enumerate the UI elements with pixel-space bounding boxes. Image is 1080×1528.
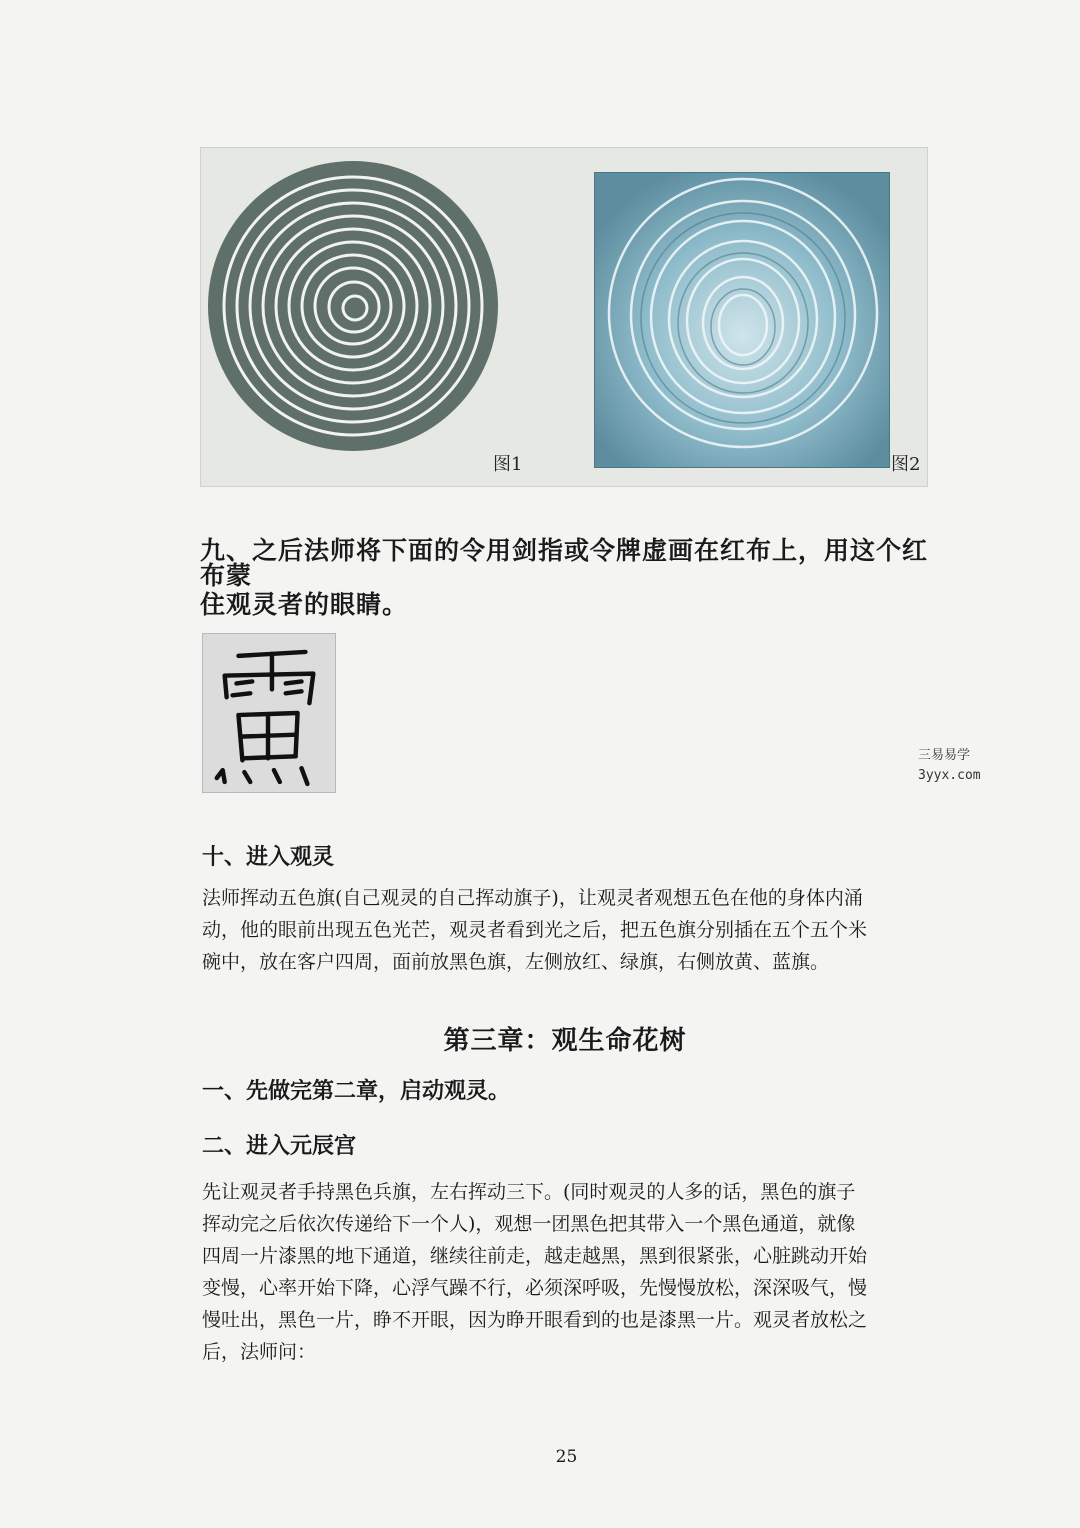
- paragraph-line: 后，法师问：: [202, 1341, 317, 1363]
- chapter-title: 第三章：观生命花树: [443, 1026, 687, 1056]
- paragraph-line: 挥动完之后依次传递给下一个人)，观想一团黑色把其带入一个黑色通道，就像: [202, 1213, 856, 1235]
- watermark-line-2: 3yyx.com: [918, 768, 981, 783]
- chapter-3-step-2-title: 二、进入元辰宫: [202, 1133, 357, 1159]
- figure-1-caption: 图1: [493, 454, 523, 475]
- item-9-line-2: 住观灵者的眼睛。: [200, 590, 409, 619]
- page-number: 25: [555, 1447, 578, 1467]
- item-10-paragraph: [202, 882, 932, 978]
- vortex-figure-2: [595, 173, 890, 468]
- chapter-3-step-2-paragraph: [202, 1176, 932, 1368]
- paragraph-line: 四周一片漆黑的地下通道，继续往前走，越走越黑，黑到很紧张，心脏跳动开始: [202, 1245, 868, 1267]
- paragraph-line: 变慢，心率开始下降，心浮气躁不行，必须深呼吸，先慢慢放松，深深吸气，慢: [202, 1277, 868, 1299]
- spiral-figure-1: [205, 158, 501, 454]
- figure-strip: [200, 147, 928, 487]
- figure-2-image: [594, 172, 890, 468]
- watermark-line-1: 三易易学: [918, 748, 971, 763]
- item-10-title: 十、进入观灵: [202, 844, 335, 870]
- paragraph-line: 法师挥动五色旗(自己观灵的自己挥动旗子)，让观灵者观想五色在他的身体内涌: [202, 887, 863, 909]
- paragraph-line: 先让观灵者手持黑色兵旗，左右挥动三下。(同时观灵的人多的话，黑色的旗子: [202, 1181, 856, 1203]
- talisman-symbol-image: [202, 633, 336, 793]
- paragraph-line: 碗中，放在客户四周，面前放黑色旗，左侧放红、绿旗，右侧放黄、蓝旗。: [202, 951, 830, 973]
- paragraph-line: 慢吐出，黑色一片，睁不开眼，因为睁开眼看到的也是漆黑一片。观灵者放松之: [202, 1309, 868, 1331]
- chapter-3-step-1: 一、先做完第二章，启动观灵。: [202, 1078, 511, 1104]
- watermark: [918, 746, 998, 786]
- item-9-line-1: 九、之后法师将下面的令用剑指或令牌虚画在红布上，用这个红布蒙: [200, 536, 929, 590]
- figure-2-caption: 图2: [891, 454, 921, 475]
- paragraph-line: 动，他的眼前出现五色光芒，观灵者看到光之后，把五色旗分别插在五个五个米: [202, 919, 868, 941]
